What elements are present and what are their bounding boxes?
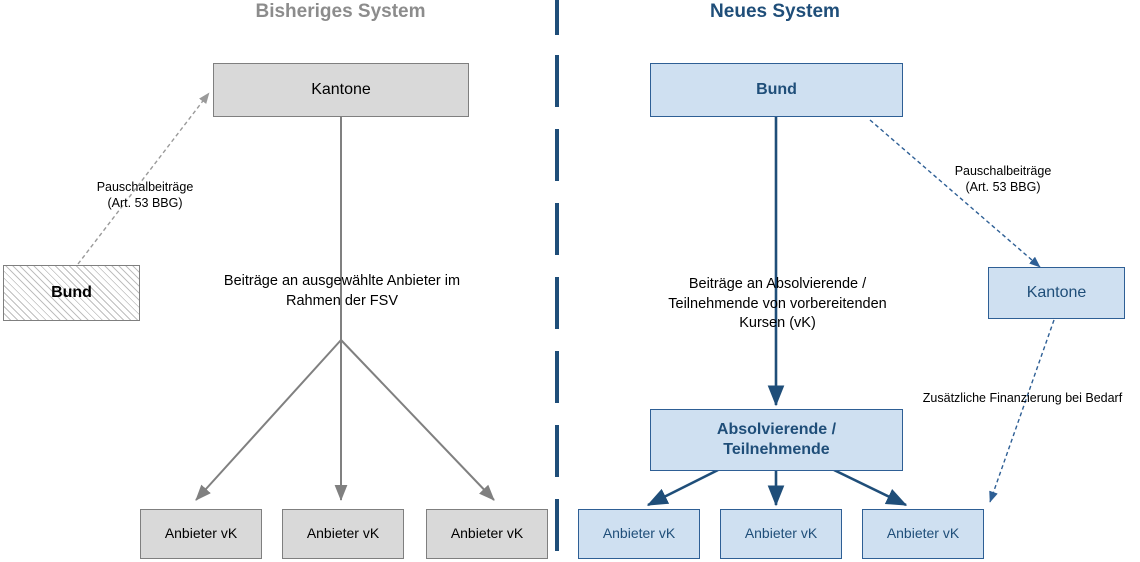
old-node-provider-2-label: Anbieter vK xyxy=(306,525,380,542)
new-node-provider-1-label: Anbieter vK xyxy=(602,525,676,542)
old-node-provider-3-label: Anbieter vK xyxy=(450,525,524,542)
new-caption-beitraege xyxy=(640,275,915,334)
new-node-kantone xyxy=(988,267,1125,319)
old-node-kantone xyxy=(213,63,469,117)
old-caption-beitraege-line2: Rahmen der FSV xyxy=(285,292,399,309)
new-node-absolvierende xyxy=(650,409,903,471)
old-node-provider-1-label: Anbieter vK xyxy=(164,525,238,542)
new-node-bund-label: Bund xyxy=(756,81,797,99)
new-node-provider-3 xyxy=(862,509,984,559)
old-node-provider-3 xyxy=(426,509,548,559)
new-label-pauschalbeitraege-line2: (Art. 53 BBG) xyxy=(965,180,1041,195)
old-node-bund-label: Bund xyxy=(51,284,92,302)
new-label-pauschalbeitraege-line1: Pauschalbeiträge xyxy=(954,164,1052,178)
old-system-title: Bisheriges System xyxy=(255,1,426,22)
new-label-zusatzfinanzierung xyxy=(905,390,1140,406)
old-node-provider-2 xyxy=(282,509,404,559)
new-node-provider-3-label: Anbieter vK xyxy=(886,525,960,542)
new-kantone-to-provider-arrow xyxy=(990,320,1054,502)
new-node-provider-2-label: Anbieter vK xyxy=(744,525,818,542)
new-absolvierende-to-providers-arrows xyxy=(648,470,906,505)
new-node-absolvierende-line2: Teilnehmende xyxy=(723,441,830,458)
old-node-provider-1 xyxy=(140,509,262,559)
old-node-bund xyxy=(3,265,140,321)
new-label-zusatzfinanzierung-text: Zusätzliche Finanzierung bei Bedarf xyxy=(922,391,1123,405)
new-caption-beitraege-line2: Teilnehmende von vorbereitenden xyxy=(668,295,887,312)
new-node-bund xyxy=(650,63,903,117)
new-caption-beitraege-line3: Kursen (vK) xyxy=(739,315,816,332)
old-caption-beitraege-line1: Beiträge an ausgewählte Anbieter im xyxy=(223,273,461,289)
new-node-kantone-label: Kantone xyxy=(1026,284,1087,302)
new-label-pauschalbeitraege xyxy=(908,163,1098,196)
old-label-pauschalbeitraege-line1: Pauschalbeiträge xyxy=(96,180,194,194)
old-label-pauschalbeitraege-line2: (Art. 53 BBG) xyxy=(107,196,183,211)
new-node-provider-2 xyxy=(720,509,842,559)
new-system-title: Neues System xyxy=(710,1,840,22)
old-caption-beitraege xyxy=(183,272,501,311)
new-caption-beitraege-line1: Beiträge an Absolvierende / xyxy=(688,276,867,292)
old-node-kantone-label: Kantone xyxy=(311,81,371,99)
new-node-absolvierende-line1: Absolvierende / xyxy=(716,421,837,439)
old-label-pauschalbeitraege xyxy=(50,179,240,212)
new-node-provider-1 xyxy=(578,509,700,559)
